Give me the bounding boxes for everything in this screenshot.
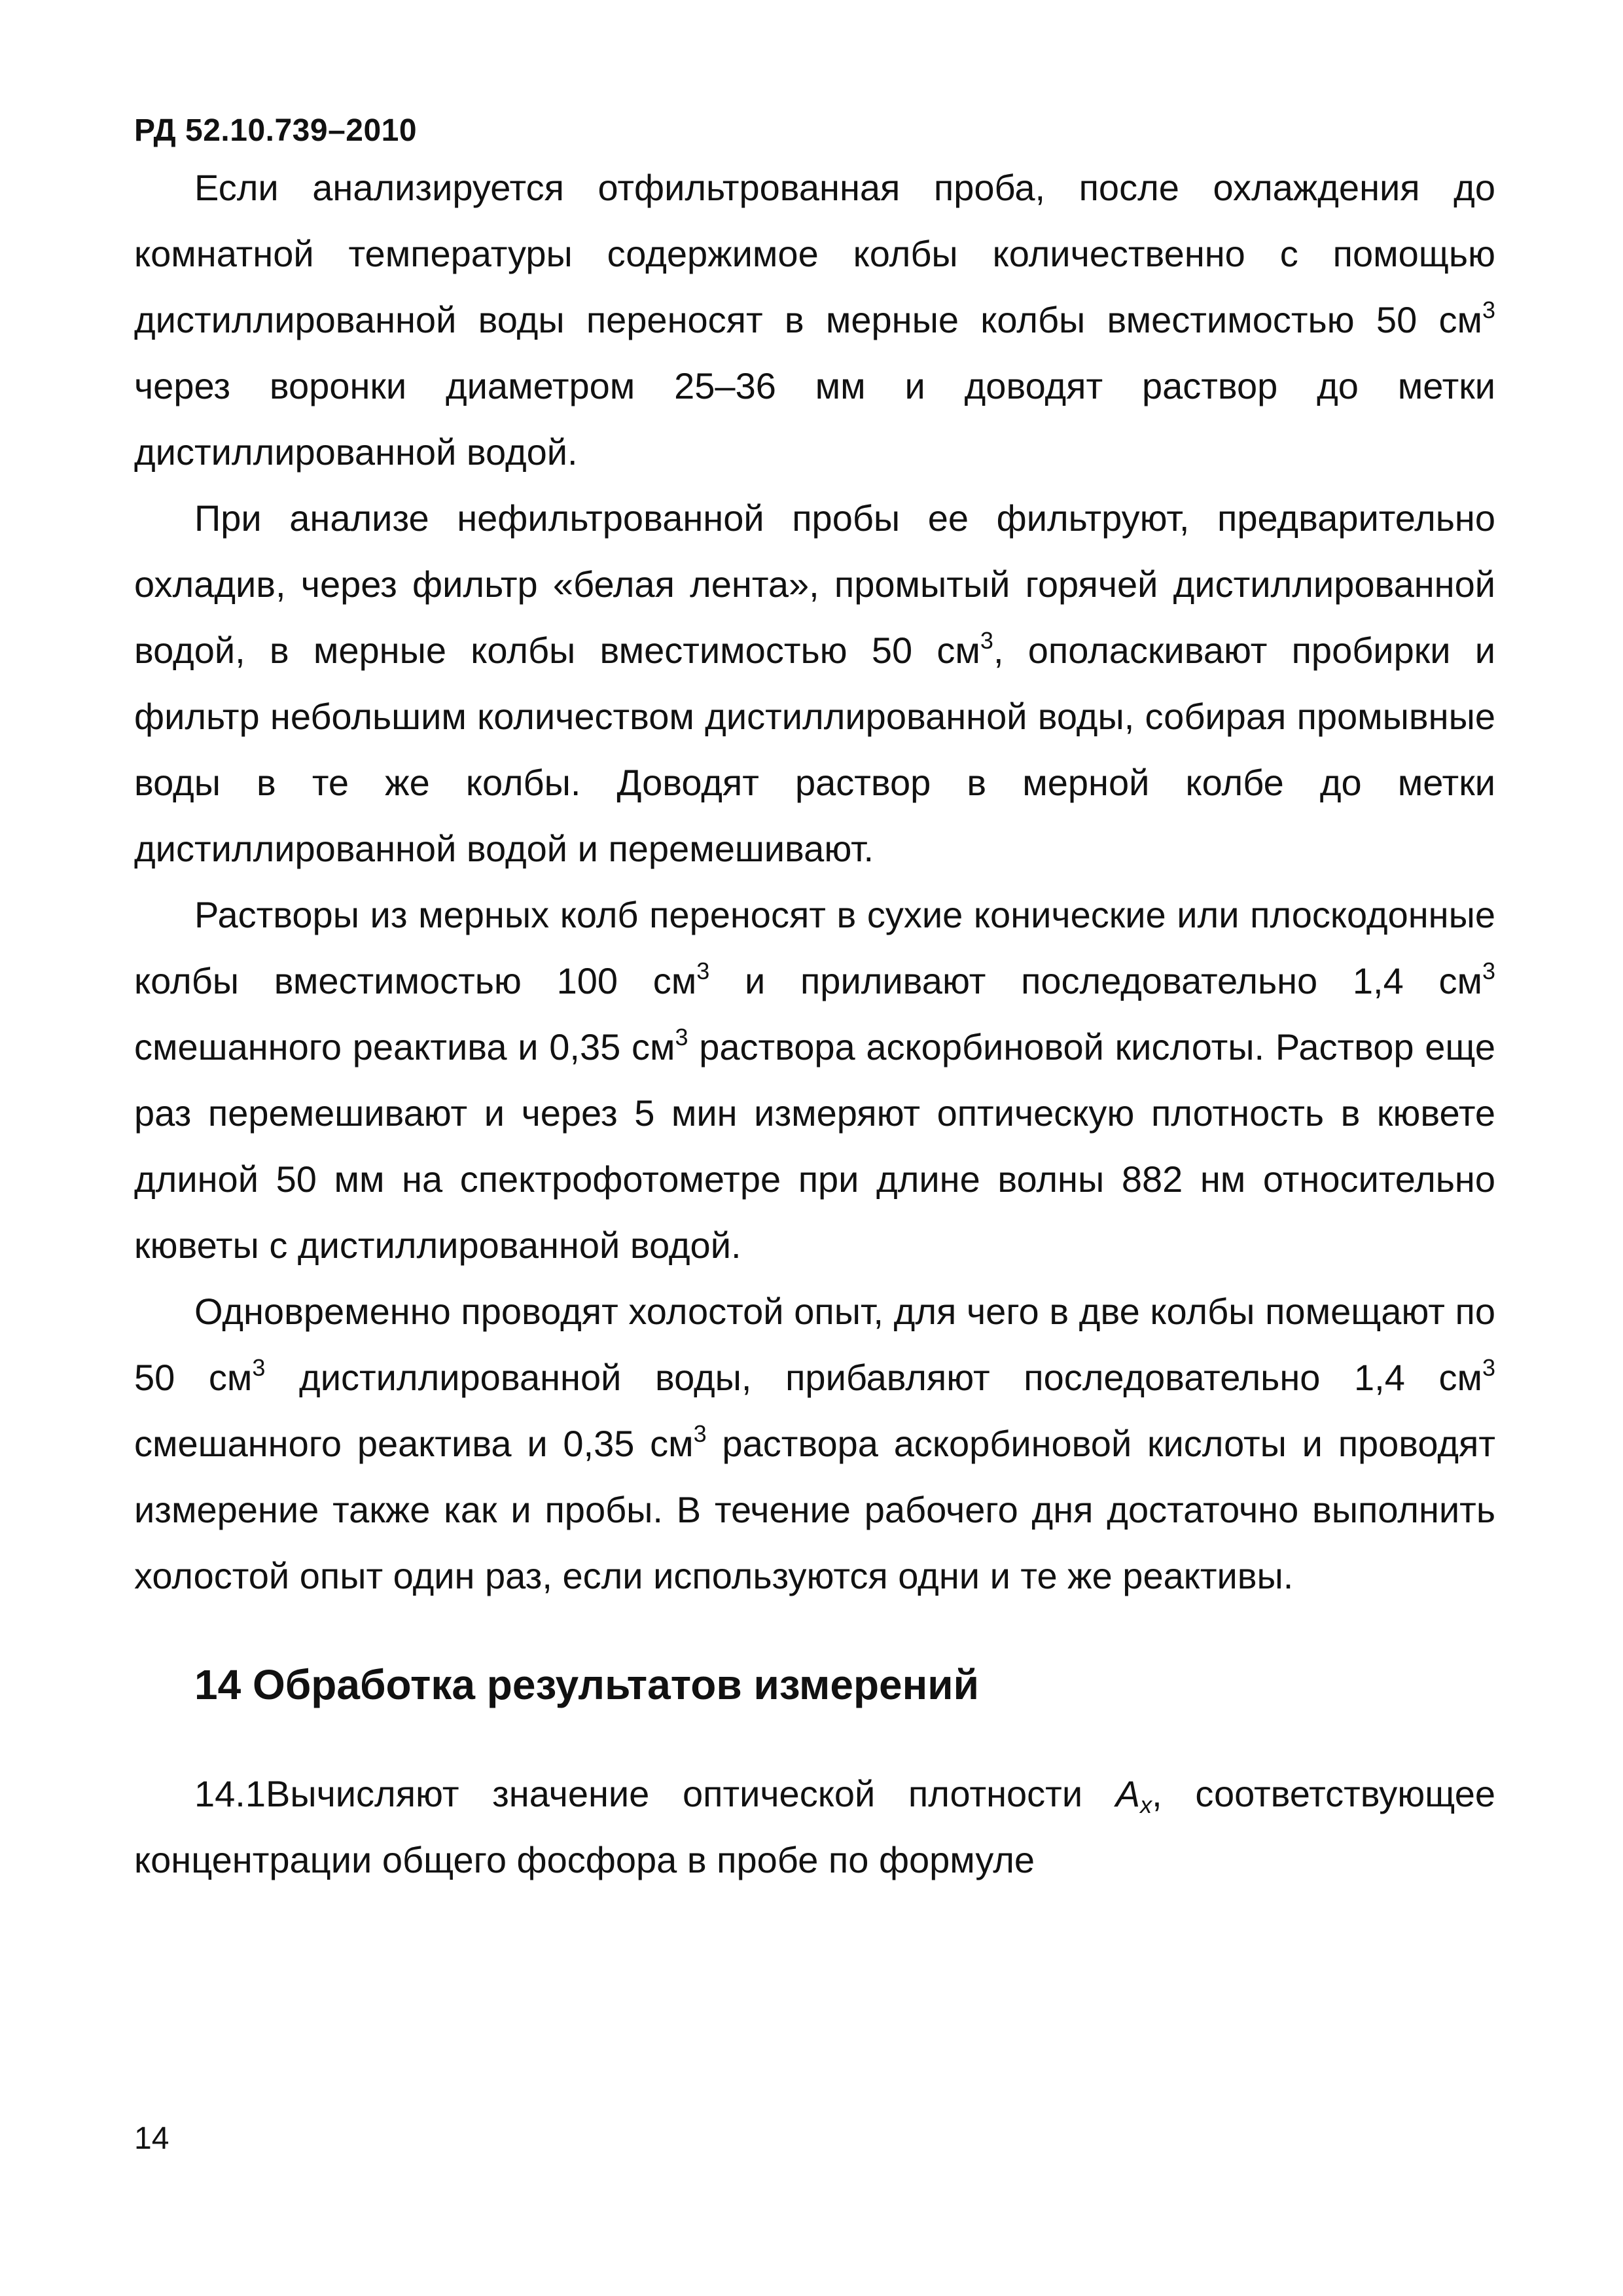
text-run: раствора аскорбиновой кислоты. Раствор еще раз перемешивают и через 5 мин измеряют оптическую плотность в кювете длиной 50 мм на спектрофотометре при длине волны 882 нм относительно кюветы с дистиллированной водой. bbox=[134, 1026, 1495, 1266]
formula-subscript: x bbox=[1140, 1791, 1152, 1818]
superscript: 3 bbox=[1482, 1354, 1495, 1381]
section-heading: 14 Обработка результатов измерений bbox=[194, 1661, 979, 1708]
document-code: РД 52.10.739–2010 bbox=[134, 113, 418, 148]
superscript: 3 bbox=[252, 1354, 266, 1381]
text-run: Одновременно проводят холостой опыт, для чего в две колбы помещают по 50 см bbox=[134, 1291, 1495, 1398]
superscript: 3 bbox=[675, 1024, 688, 1050]
text-run: раствора аскорбиновой кислоты и проводят измерение также как и пробы. В течение рабочего дня достаточно выполнить холостой опыт один раз, если используются одни и те же реактивы. bbox=[134, 1423, 1495, 1596]
text-run: смешанного реактива и 0,35 см bbox=[134, 1423, 694, 1464]
text-run: При анализе нефильтрованной пробы ее фильтруют, предварительно охладив, через фильтр «белая лента», промытый горячей дистиллированной водой, в мерные колбы вместимостью 50 см bbox=[134, 497, 1495, 671]
clause-number: 14.1 bbox=[194, 1773, 266, 1814]
paragraph-unfiltered-sample bbox=[134, 485, 1495, 882]
text-run: , ополаскивают пробирки и фильтр небольшим количеством дистиллированной воды, собирая промывные воды в те же колбы. Доводят раствор в мерной колбе до метки дистиллированной водой и перемешивают. bbox=[134, 630, 1496, 869]
text-run: дистиллированной воды, прибавляют последовательно 1,4 см bbox=[265, 1357, 1482, 1398]
formula-variable: A bbox=[1115, 1773, 1141, 1814]
paragraph-14-1 bbox=[134, 1761, 1495, 1893]
text-run: Если анализируется отфильтрованная проба, после охлаждения до комнатной температуры содержимое колбы количественно с помощью дистиллированной воды переносят в мерные колбы вместимостью 50 см bbox=[134, 167, 1495, 340]
paragraph-filtered-sample bbox=[134, 154, 1495, 485]
superscript: 3 bbox=[693, 1420, 707, 1447]
text-run: Растворы из мерных колб переносят в сухие конические или плоскодонные колбы вместимостью 100 см bbox=[134, 894, 1495, 1001]
text-run: смешанного реактива и 0,35 см bbox=[134, 1026, 675, 1067]
page-number: 14 bbox=[134, 2121, 169, 2156]
text-run: Вычисляют значение оптической плотности bbox=[266, 1773, 1116, 1814]
paragraph-measurement bbox=[134, 882, 1495, 1278]
superscript: 3 bbox=[1482, 296, 1495, 323]
text-run: и приливают последовательно 1,4 см bbox=[709, 960, 1482, 1001]
superscript: 3 bbox=[980, 627, 993, 654]
superscript: 3 bbox=[696, 958, 710, 984]
text-run: , соответствующее концентрации общего фосфора в пробе по формуле bbox=[134, 1773, 1496, 1880]
paragraph-blank-test bbox=[134, 1278, 1495, 1609]
text-run: через воронки диаметром 25–36 мм и доводят раствор до метки дистиллированной водой. bbox=[134, 365, 1495, 473]
superscript: 3 bbox=[1482, 958, 1495, 984]
body-text bbox=[134, 154, 1495, 1893]
